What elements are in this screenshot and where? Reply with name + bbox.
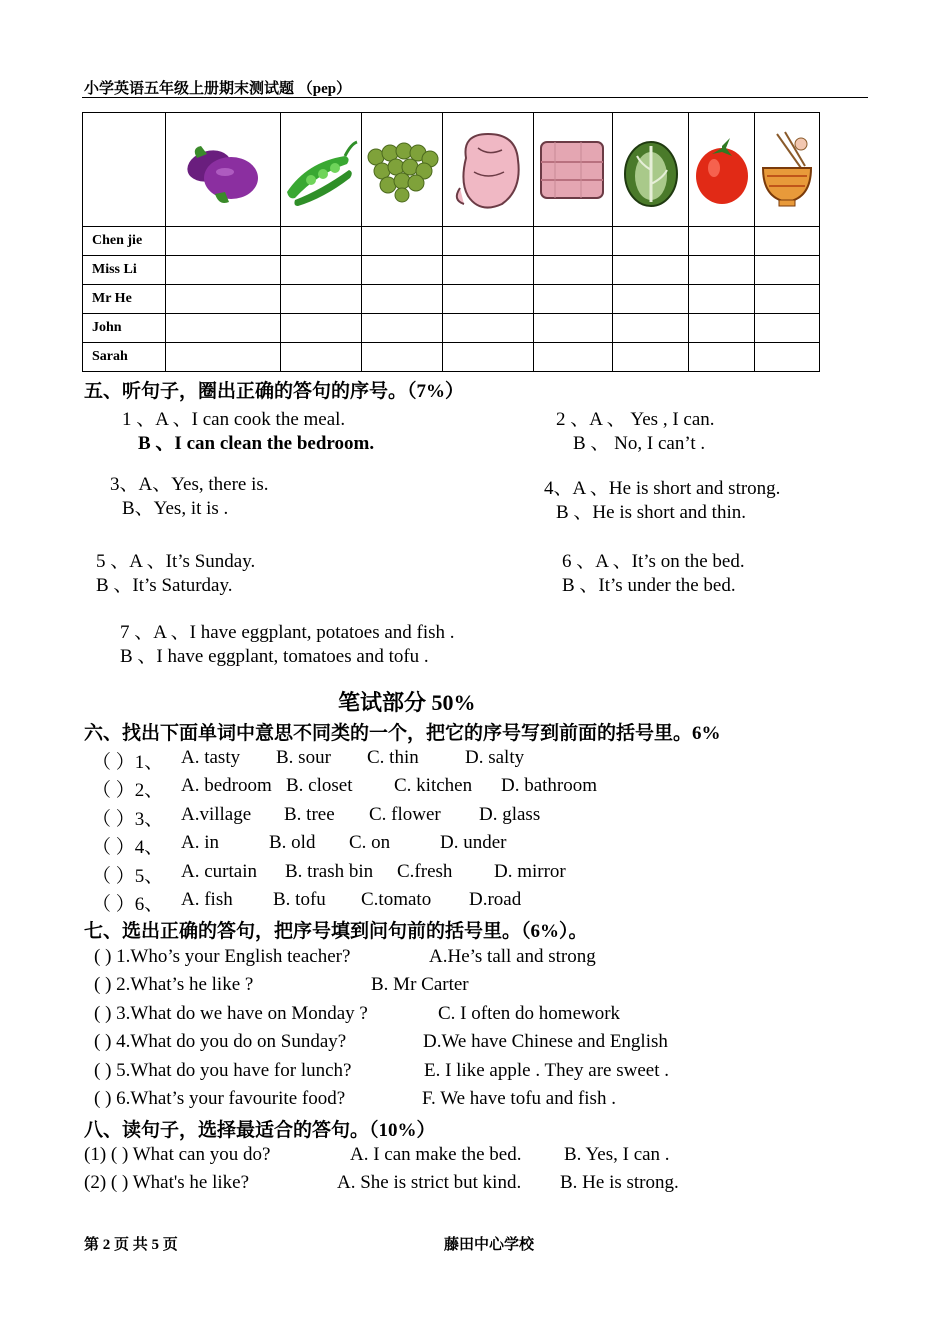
question-option: B 、I can clean the bedroom.: [138, 433, 375, 454]
answer-cell[interactable]: [689, 314, 755, 343]
eggplant-icon: [166, 113, 280, 226]
option-b: B. closet: [286, 775, 353, 797]
food-cell: [281, 113, 362, 227]
question-number: （ ）5、: [92, 865, 164, 887]
answer-cell[interactable]: [166, 227, 281, 256]
option-c: C. on: [349, 832, 391, 854]
question-text: ( ) 2.What’s he like ?: [94, 974, 254, 996]
answer-option: C. I often do homework: [438, 1002, 621, 1024]
option-d: D.road: [469, 889, 522, 910]
question-text: ( ) 3.What do we have on Monday ?: [94, 1002, 368, 1024]
answer-cell[interactable]: [166, 256, 281, 285]
answer-cell[interactable]: [362, 343, 443, 372]
option-b: B. Yes, I can .: [564, 1144, 670, 1165]
green-beans-icon: [281, 113, 361, 226]
food-cell: [689, 113, 755, 227]
option-a: A. tasty: [181, 747, 241, 768]
question-option: 1 、A 、I can cook the meal.: [122, 409, 346, 430]
written-part-title: 笔试部分 50%: [338, 690, 476, 715]
question-option: 3、A、Yes, there is.: [110, 474, 269, 495]
answer-cell[interactable]: [281, 314, 362, 343]
option-b: B. old: [269, 832, 316, 854]
section5-heading: 五、听句子，圈出正确的答句的序号。（7%）: [84, 381, 465, 402]
header-rule: [82, 97, 868, 98]
question-option: B、Yes, it is .: [122, 498, 229, 519]
answer-cell[interactable]: [281, 285, 362, 314]
answer-option: B. Mr Carter: [371, 974, 469, 996]
option-b: B. trash bin: [285, 860, 374, 882]
food-cell: [613, 113, 689, 227]
answer-cell[interactable]: [613, 314, 689, 343]
answer-cell[interactable]: [166, 343, 281, 372]
question-text: ( ) 4.What do you do on Sunday?: [94, 1031, 347, 1053]
table-row: [83, 285, 820, 314]
option-c: C.tomato: [361, 889, 432, 910]
answer-cell[interactable]: [534, 285, 613, 314]
question-text: (2) ( ) What's he like?: [84, 1172, 250, 1194]
section7-heading: 七、选出正确的答句，把序号填到问句前的括号里。（6%）。: [84, 921, 588, 942]
food-cell: [166, 113, 281, 227]
option-b: B. sour: [276, 747, 331, 768]
row-name: John: [83, 314, 166, 343]
option-a: A. She is strict but kind.: [337, 1172, 522, 1194]
answer-cell[interactable]: [534, 314, 613, 343]
option-c: C. kitchen: [394, 775, 473, 797]
chicken-icon: [443, 113, 533, 226]
corner-cell: [83, 113, 166, 227]
answer-cell[interactable]: [281, 343, 362, 372]
cabbage-icon: [613, 113, 688, 226]
section6-heading: 六、找出下面单词中意思不同类的一个，把它的序号写到前面的括号里。6%: [84, 723, 721, 744]
question-text: ( ) 1.Who’s your English teacher?: [94, 946, 351, 967]
option-a: A. in: [181, 832, 219, 854]
answer-cell[interactable]: [613, 285, 689, 314]
answer-cell[interactable]: [443, 343, 534, 372]
answer-cell[interactable]: [689, 227, 755, 256]
food-cell: [755, 113, 820, 227]
school-name: 藤田中心学校: [444, 1237, 535, 1253]
answer-cell[interactable]: [755, 227, 820, 256]
answer-cell[interactable]: [362, 314, 443, 343]
table-row: [83, 314, 820, 343]
answer-cell[interactable]: [755, 285, 820, 314]
answer-cell[interactable]: [443, 285, 534, 314]
question-number: （ ）6、: [92, 894, 164, 915]
answer-cell[interactable]: [613, 227, 689, 256]
option-b: B. tree: [284, 803, 335, 825]
question-option: 2 、A 、 Yes , I can.: [556, 409, 715, 430]
option-c: C. flower: [369, 803, 441, 825]
question-option: 6 、A 、It’s on the bed.: [562, 551, 745, 572]
option-a: A. bedroom: [181, 775, 272, 797]
question-option: 7 、A 、I have eggplant, potatoes and fish .: [120, 622, 455, 643]
row-name: Mr He: [83, 285, 166, 314]
option-d: D. salty: [465, 747, 525, 768]
answer-cell[interactable]: [443, 314, 534, 343]
question-text: ( ) 5.What do you have for lunch?: [94, 1059, 352, 1081]
page-number: 第 2 页 共 5 页: [84, 1237, 178, 1253]
answer-cell[interactable]: [281, 256, 362, 285]
answer-cell[interactable]: [166, 285, 281, 314]
answer-option: E. I like apple . They are sweet .: [424, 1059, 669, 1081]
option-b: B. tofu: [273, 889, 326, 910]
tomato-icon: [689, 113, 754, 226]
question-text: (1) ( ) What can you do?: [84, 1144, 271, 1165]
food-picture-row: [83, 113, 820, 227]
option-c: C.fresh: [397, 860, 453, 882]
row-name: Miss Li: [83, 256, 166, 285]
answer-cell[interactable]: [443, 227, 534, 256]
table-row: [83, 256, 820, 285]
table-row: [83, 227, 820, 256]
row-name: Sarah: [83, 343, 166, 372]
answer-cell[interactable]: [281, 227, 362, 256]
answer-cell[interactable]: [362, 285, 443, 314]
question-number: （ ）4、: [92, 837, 164, 859]
answer-option: A.He’s tall and strong: [429, 946, 596, 967]
option-a: A. curtain: [181, 860, 257, 882]
option-d: D. mirror: [494, 860, 566, 882]
answer-cell[interactable]: [443, 256, 534, 285]
option-d: D. under: [440, 832, 507, 854]
answer-cell[interactable]: [689, 285, 755, 314]
question-option: 5 、A 、It’s Sunday.: [96, 551, 256, 572]
question-text: ( ) 6.What’s your favourite food?: [94, 1088, 346, 1109]
row-name: Chen jie: [83, 227, 166, 256]
option-d: D. glass: [479, 803, 541, 825]
food-cell: [534, 113, 613, 227]
answer-cell[interactable]: [755, 256, 820, 285]
answer-cell[interactable]: [362, 256, 443, 285]
answer-cell[interactable]: [166, 314, 281, 343]
answer-cell[interactable]: [613, 256, 689, 285]
pork-icon: [534, 113, 612, 226]
option-b: B. He is strong.: [560, 1172, 679, 1194]
option-a: A. I can make the bed.: [350, 1144, 522, 1165]
noodle-bowl-icon: [755, 113, 819, 226]
grapes-icon: [362, 113, 442, 226]
document-header-title: 小学英语五年级上册期末测试题 （pep）: [84, 81, 352, 97]
table-row: [83, 343, 820, 372]
question-option: B 、It’s under the bed.: [562, 575, 736, 596]
question-number: （ ）1、: [92, 752, 164, 773]
option-c: C. thin: [367, 747, 419, 768]
option-a: A.village: [181, 803, 252, 825]
question-option: B 、 No, I can’t .: [573, 433, 706, 454]
option-d: D. bathroom: [501, 775, 598, 797]
answer-cell[interactable]: [534, 343, 613, 372]
answer-cell[interactable]: [755, 314, 820, 343]
answer-cell[interactable]: [613, 343, 689, 372]
question-option: B 、It’s Saturday.: [96, 575, 233, 596]
food-table: [82, 112, 820, 372]
answer-cell[interactable]: [689, 256, 755, 285]
food-cell: [362, 113, 443, 227]
question-option: B 、He is short and thin.: [556, 502, 746, 523]
answer-cell[interactable]: [755, 343, 820, 372]
answer-option: F. We have tofu and fish .: [422, 1088, 616, 1109]
question-option: 4、A 、He is short and strong.: [544, 478, 781, 499]
answer-cell[interactable]: [534, 256, 613, 285]
question-number: （ ）3、: [92, 808, 164, 830]
option-a: A. fish: [181, 889, 233, 910]
food-cell: [443, 113, 534, 227]
section8-heading: 八、读句子，选择最适合的答句。（10%）: [84, 1120, 436, 1141]
answer-option: D.We have Chinese and English: [423, 1031, 668, 1053]
answer-cell[interactable]: [689, 343, 755, 372]
answer-cell[interactable]: [534, 227, 613, 256]
question-number: （ ）2、: [92, 780, 164, 802]
answer-cell[interactable]: [362, 227, 443, 256]
question-option: B 、I have eggplant, tomatoes and tofu .: [120, 646, 429, 667]
